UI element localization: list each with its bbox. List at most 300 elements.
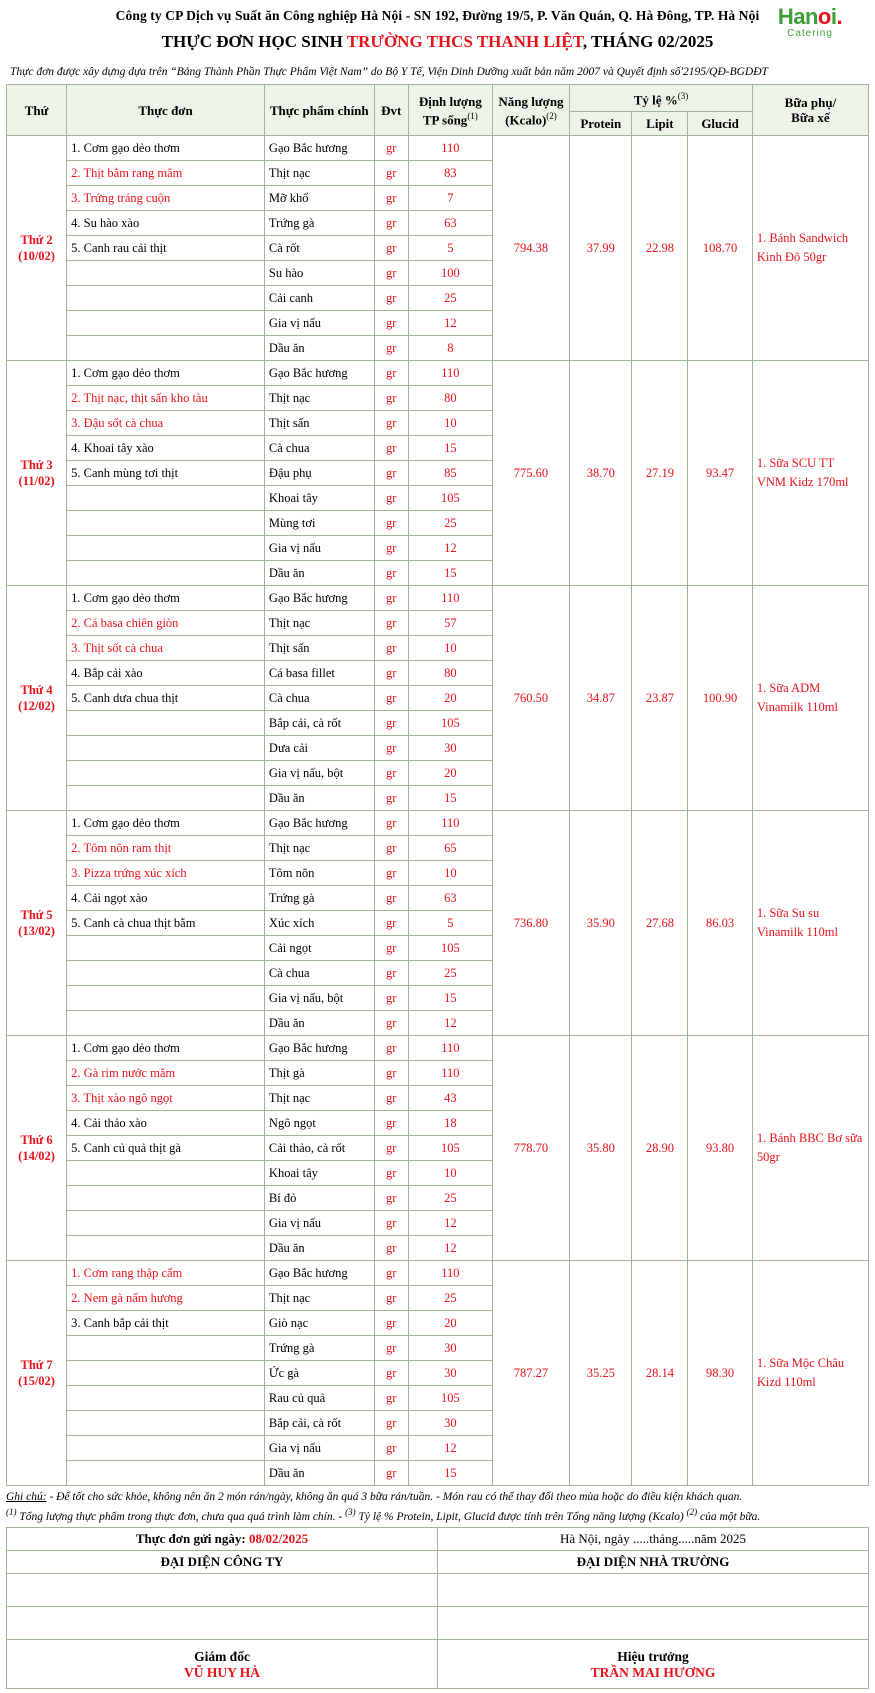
food-name: Gạo Bắc hương (264, 1036, 374, 1061)
extra-meal-cell: 1. Sữa Su su Vinamilk 110ml (752, 811, 868, 1036)
unit-cell: gr (374, 586, 408, 611)
day-date: (10/02) (18, 249, 55, 264)
amount-cell: 30 (408, 1411, 492, 1436)
footnote-line-2 (6, 1505, 869, 1525)
unit-cell: gr (374, 686, 408, 711)
extra-meal-cell: 1. Sữa Mộc Châu Kizd 110ml (752, 1261, 868, 1486)
food-name: Gia vị nấu (264, 536, 374, 561)
menu-table (6, 84, 869, 1486)
day-date: (12/02) (18, 699, 55, 714)
amount-cell: 10 (408, 636, 492, 661)
amount-cell: 105 (408, 1386, 492, 1411)
food-name: Ức gà (264, 1361, 374, 1386)
kcal-cell: 760.50 (492, 586, 569, 811)
footnote-sup-1: (1) (6, 1507, 17, 1518)
food-name: Dầu ăn (264, 1011, 374, 1036)
signature-blank-row-2 (7, 1607, 869, 1640)
unit-cell: gr (374, 1436, 408, 1461)
dish-name: 3. Thịt xào ngô ngọt (67, 1086, 265, 1111)
dish-name (67, 536, 265, 561)
th-extra (752, 85, 868, 136)
dish-name (67, 1386, 265, 1411)
unit-cell: gr (374, 461, 408, 486)
th-kcal-line1: Năng lượng (498, 93, 564, 109)
food-name: Thịt nạc (264, 1286, 374, 1311)
footnote-line-1 (6, 1490, 869, 1505)
table-header-row (7, 85, 869, 112)
amount-cell: 105 (408, 711, 492, 736)
day-cell (7, 1261, 67, 1486)
table-row (7, 361, 869, 386)
dish-name (67, 1336, 265, 1361)
unit-cell: gr (374, 361, 408, 386)
dish-name: 3. Trứng tráng cuộn (67, 186, 265, 211)
amount-cell: 105 (408, 936, 492, 961)
company-name: Công ty CP Dịch vụ Suất ăn Công nghiệp Hà Nội - SN 192, Đường 19/5, P. Văn Quán, Q. Hà Đông, TP. Hà Nội (115, 8, 760, 23)
footnote-sup-3: (3) (345, 1507, 356, 1518)
amount-cell: 12 (408, 1211, 492, 1236)
amount-cell: 110 (408, 811, 492, 836)
dish-name: 4. Cải ngọt xào (67, 886, 265, 911)
logo-brand-text: Hanoi. (777, 4, 843, 29)
amount-cell: 110 (408, 1036, 492, 1061)
th-protein: Protein (570, 112, 632, 136)
rep-school: ĐẠI DIỆN NHÀ TRƯỜNG (438, 1551, 869, 1574)
lipit-cell: 28.90 (632, 1036, 688, 1261)
unit-cell: gr (374, 811, 408, 836)
food-name: Gia vị nấu, bột (264, 986, 374, 1011)
amount-cell: 25 (408, 286, 492, 311)
amount-cell: 83 (408, 161, 492, 186)
amount-cell: 30 (408, 1361, 492, 1386)
extra-meal-cell: 1. Bánh Sandwich Kinh Đô 50gr (752, 136, 868, 361)
unit-cell: gr (374, 286, 408, 311)
table-row (7, 586, 869, 611)
food-name: Cà chua (264, 686, 374, 711)
amount-cell: 80 (408, 386, 492, 411)
food-name: Khoai tây (264, 486, 374, 511)
amount-cell: 25 (408, 1186, 492, 1211)
unit-cell: gr (374, 1411, 408, 1436)
amount-cell: 20 (408, 761, 492, 786)
dish-name: 5. Canh rau cải thịt (67, 236, 265, 261)
amount-cell: 15 (408, 1461, 492, 1486)
food-name: Bí đỏ (264, 1186, 374, 1211)
person-company: VŨ HUY HÀ (184, 1665, 260, 1681)
th-ratio (570, 85, 753, 112)
dish-name: 2. Thịt nạc, thịt sấn kho tàu (67, 386, 265, 411)
send-date-label: Thực đơn gửi ngày: (135, 1531, 246, 1547)
food-name: Bắp cải, cà rốt (264, 711, 374, 736)
food-name: Dầu ăn (264, 786, 374, 811)
dish-name: 4. Bắp cải xào (67, 661, 265, 686)
role-school-cell (438, 1640, 869, 1689)
amount-cell: 100 (408, 261, 492, 286)
protein-cell: 38.70 (570, 361, 632, 586)
signature-space-company-1 (7, 1574, 438, 1607)
food-name: Cà chua (264, 436, 374, 461)
amount-cell: 110 (408, 136, 492, 161)
th-dl-line2: TP sống (422, 111, 468, 127)
send-date-row (7, 1528, 869, 1551)
footnote-sup-2: (2) (686, 1507, 698, 1518)
unit-cell: gr (374, 786, 408, 811)
amount-cell: 25 (408, 511, 492, 536)
unit-cell: gr (374, 1286, 408, 1311)
dish-name (67, 1236, 265, 1261)
dish-name: 1. Cơm gạo dẻo thơm (67, 1036, 265, 1061)
amount-cell: 18 (408, 1111, 492, 1136)
footnote-text-1: - Để tốt cho sức khỏe, không nên ăn 2 món rán/ngày, không ăn quá 3 bữa rán/tuần. - Món rau có thể thay đổi theo mùa hoặc do điều kiện khách quan. (46, 1491, 743, 1504)
food-name: Thịt nạc (264, 1086, 374, 1111)
dish-name (67, 1361, 265, 1386)
food-name: Trứng gà (264, 1336, 374, 1361)
amount-cell: 63 (408, 211, 492, 236)
unit-cell: gr (374, 661, 408, 686)
th-kcal-sup: (2) (546, 110, 557, 121)
dish-name (67, 1186, 265, 1211)
unit-cell: gr (374, 986, 408, 1011)
amount-cell: 20 (408, 1311, 492, 1336)
dish-name (67, 961, 265, 986)
amount-cell: 105 (408, 486, 492, 511)
role-school: Hiệu trưởng (617, 1649, 689, 1665)
dish-name (67, 936, 265, 961)
amount-cell: 65 (408, 836, 492, 861)
day-date: (11/02) (18, 474, 55, 489)
food-name: Gia vị nấu (264, 1436, 374, 1461)
dish-name (67, 1211, 265, 1236)
food-name: Cải canh (264, 286, 374, 311)
person-school: TRẦN MAI HƯƠNG (590, 1665, 716, 1681)
unit-cell: gr (374, 411, 408, 436)
dish-name: 3. Thịt sốt cà chua (67, 636, 265, 661)
food-name: Dầu ăn (264, 561, 374, 586)
dish-name: 2. Tôm nõn ram thịt (67, 836, 265, 861)
day-label: Thứ 7 (20, 1358, 53, 1373)
th-extra-line1: Bữa phụ/ (784, 95, 837, 111)
protein-cell: 35.25 (570, 1261, 632, 1486)
footnote-text-2c: của một bữa. (697, 1511, 761, 1524)
unit-cell: gr (374, 1186, 408, 1211)
amount-cell: 15 (408, 986, 492, 1011)
food-name: Cà chua (264, 961, 374, 986)
send-date-cell (7, 1528, 438, 1551)
food-name: Gạo Bắc hương (264, 136, 374, 161)
amount-cell: 12 (408, 1011, 492, 1036)
unit-cell: gr (374, 186, 408, 211)
unit-cell: gr (374, 936, 408, 961)
amount-cell: 20 (408, 686, 492, 711)
food-name: Gạo Bắc hương (264, 811, 374, 836)
food-name: Khoai tây (264, 1161, 374, 1186)
amount-cell: 8 (408, 336, 492, 361)
dish-name: 3. Đậu sốt cà chua (67, 411, 265, 436)
dish-name: 5. Canh cà chua thịt bằm (67, 911, 265, 936)
dish-name (67, 261, 265, 286)
dish-name: 4. Khoai tây xào (67, 436, 265, 461)
food-name: Cải ngọt (264, 936, 374, 961)
representative-row (7, 1551, 869, 1574)
food-name: Su hào (264, 261, 374, 286)
food-name: Bắp cải, cà rốt (264, 1411, 374, 1436)
extra-meal-cell: 1. Sữa ADM Vinamilk 110ml (752, 586, 868, 811)
amount-cell: 5 (408, 236, 492, 261)
food-name: Mỡ khổ (264, 186, 374, 211)
unit-cell: gr (374, 1036, 408, 1061)
kcal-cell: 787.27 (492, 1261, 569, 1486)
unit-cell: gr (374, 1161, 408, 1186)
food-name: Cà rốt (264, 236, 374, 261)
day-cell (7, 586, 67, 811)
dish-name: 2. Cá basa chiên giòn (67, 611, 265, 636)
day-date: (14/02) (18, 1149, 55, 1164)
unit-cell: gr (374, 336, 408, 361)
amount-cell: 25 (408, 961, 492, 986)
unit-cell: gr (374, 861, 408, 886)
dish-name: 3. Pizza trứng xúc xích (67, 861, 265, 886)
unit-cell: gr (374, 711, 408, 736)
food-name: Gia vị nấu (264, 311, 374, 336)
unit-cell: gr (374, 161, 408, 186)
protein-cell: 37.99 (570, 136, 632, 361)
unit-cell: gr (374, 1211, 408, 1236)
company-logo (755, 6, 865, 52)
dish-name: 2. Thịt bằm rang mắm (67, 161, 265, 186)
unit-cell: gr (374, 911, 408, 936)
unit-cell: gr (374, 1236, 408, 1261)
th-food: Thực phẩm chính (264, 85, 374, 136)
dish-name: 1. Cơm rang thập cẩm (67, 1261, 265, 1286)
protein-cell: 35.80 (570, 1036, 632, 1261)
food-name: Xúc xích (264, 911, 374, 936)
dish-name (67, 1461, 265, 1486)
send-date-value: 08/02/2025 (248, 1531, 309, 1547)
glucid-cell: 108.70 (688, 136, 753, 361)
day-cell (7, 1036, 67, 1261)
food-name: Thịt sấn (264, 411, 374, 436)
unit-cell: gr (374, 1461, 408, 1486)
amount-cell: 10 (408, 1161, 492, 1186)
day-label: Thứ 2 (20, 233, 53, 248)
th-ratio-sup: (3) (677, 91, 689, 101)
food-name: Thịt nạc (264, 161, 374, 186)
food-name: Trứng gà (264, 211, 374, 236)
dish-name (67, 1161, 265, 1186)
amount-cell: 110 (408, 586, 492, 611)
amount-cell: 12 (408, 1436, 492, 1461)
amount-cell: 15 (408, 786, 492, 811)
title-suffix: , THÁNG 02/2025 (582, 32, 714, 51)
unit-cell: gr (374, 611, 408, 636)
amount-cell: 12 (408, 1236, 492, 1261)
th-thu: Thứ (7, 85, 67, 136)
th-dl-sup: (1) (467, 110, 478, 121)
unit-cell: gr (374, 436, 408, 461)
unit-cell: gr (374, 1311, 408, 1336)
table-row (7, 811, 869, 836)
amount-cell: 15 (408, 436, 492, 461)
day-cell (7, 361, 67, 586)
dish-name: 5. Canh mùng tơi thịt (67, 461, 265, 486)
signature-blank-row-1 (7, 1574, 869, 1607)
dish-name (67, 311, 265, 336)
dish-name (67, 286, 265, 311)
table-row (7, 136, 869, 161)
day-label: Thứ 3 (20, 458, 53, 473)
unit-cell: gr (374, 1261, 408, 1286)
th-extra-line2: Bữa xế (791, 110, 830, 126)
unit-cell: gr (374, 136, 408, 161)
day-label: Thứ 5 (20, 908, 53, 923)
dish-name: 1. Cơm gạo dẻo thơm (67, 586, 265, 611)
dish-name: 2. Gà rim nước mắm (67, 1061, 265, 1086)
unit-cell: gr (374, 236, 408, 261)
food-name: Dưa cải (264, 736, 374, 761)
amount-cell: 63 (408, 886, 492, 911)
dish-name: 5. Canh củ quả thịt gà (67, 1136, 265, 1161)
food-name: Dầu ăn (264, 336, 374, 361)
unit-cell: gr (374, 311, 408, 336)
th-ratio-label: Tỷ lệ % (633, 92, 678, 108)
food-name: Trứng gà (264, 886, 374, 911)
unit-cell: gr (374, 886, 408, 911)
food-name: Gia vị nấu, bột (264, 761, 374, 786)
dish-name (67, 336, 265, 361)
glucid-cell: 93.80 (688, 1036, 753, 1261)
unit-cell: gr (374, 511, 408, 536)
lipit-cell: 22.98 (632, 136, 688, 361)
food-name: Giò nạc (264, 1311, 374, 1336)
unit-cell: gr (374, 1386, 408, 1411)
title-school: TRƯỜNG THCS THANH LIỆT (346, 32, 583, 51)
unit-cell: gr (374, 736, 408, 761)
th-glucid: Glucid (688, 112, 753, 136)
glucid-cell: 100.90 (688, 586, 753, 811)
food-name: Gạo Bắc hương (264, 361, 374, 386)
table-row (7, 1036, 869, 1061)
unit-cell: gr (374, 961, 408, 986)
dish-name (67, 511, 265, 536)
unit-cell: gr (374, 636, 408, 661)
unit-cell: gr (374, 486, 408, 511)
unit-cell: gr (374, 1361, 408, 1386)
signature-space-school-2 (438, 1607, 869, 1640)
signature-space-company-2 (7, 1607, 438, 1640)
role-row (7, 1640, 869, 1689)
unit-cell: gr (374, 1136, 408, 1161)
table-row (7, 1261, 869, 1286)
unit-cell: gr (374, 386, 408, 411)
dish-name (67, 736, 265, 761)
th-dl-line1: Định lượng (418, 93, 482, 109)
dish-name: 4. Cải thảo xào (67, 1111, 265, 1136)
unit-cell: gr (374, 761, 408, 786)
food-name: Dầu ăn (264, 1236, 374, 1261)
food-name: Cá basa fillet (264, 661, 374, 686)
food-name: Thịt sấn (264, 636, 374, 661)
title-prefix: THỰC ĐƠN HỌC SINH (161, 32, 347, 51)
protein-cell: 35.90 (570, 811, 632, 1036)
food-name: Thịt gà (264, 1061, 374, 1086)
glucid-cell: 93.47 (688, 361, 753, 586)
glucid-cell: 98.30 (688, 1261, 753, 1486)
footnotes (6, 1488, 869, 1525)
unit-cell: gr (374, 1111, 408, 1136)
th-nang-luong (492, 85, 569, 136)
amount-cell: 10 (408, 411, 492, 436)
kcal-cell: 778.70 (492, 1036, 569, 1261)
dish-name: 4. Su hào xào (67, 211, 265, 236)
kcal-cell: 775.60 (492, 361, 569, 586)
dish-name: 3. Canh bắp cải thịt (67, 1311, 265, 1336)
signature-space-school-1 (438, 1574, 869, 1607)
logo-sub-text: Catering (787, 28, 833, 39)
th-menu: Thực đơn (67, 85, 265, 136)
dish-name: 1. Cơm gạo dẻo thơm (67, 361, 265, 386)
unit-cell: gr (374, 561, 408, 586)
th-dvt: Đvt (374, 85, 408, 136)
footnote-label: Ghi chú: (6, 1491, 47, 1504)
unit-cell: gr (374, 1061, 408, 1086)
unit-cell: gr (374, 536, 408, 561)
food-name: Mùng tơi (264, 511, 374, 536)
food-name: Ngô ngọt (264, 1111, 374, 1136)
unit-cell: gr (374, 1336, 408, 1361)
unit-cell: gr (374, 836, 408, 861)
th-dinh-luong (408, 85, 492, 136)
signature-table (6, 1527, 869, 1689)
lipit-cell: 28.14 (632, 1261, 688, 1486)
unit-cell: gr (374, 261, 408, 286)
amount-cell: 57 (408, 611, 492, 636)
amount-cell: 105 (408, 1136, 492, 1161)
kcal-cell: 794.38 (492, 136, 569, 361)
dish-name (67, 986, 265, 1011)
role-company-cell (7, 1640, 438, 1689)
day-cell (7, 811, 67, 1036)
food-name: Tôm nõn (264, 861, 374, 886)
day-cell (7, 136, 67, 361)
footnote-text-2b: Tỷ lệ % Protein, Lipit, Glucid được tính trên Tổng năng lượng (Kcalo) (355, 1511, 687, 1524)
amount-cell: 12 (408, 311, 492, 336)
lipit-cell: 23.87 (632, 586, 688, 811)
hanoi-date-cell: Hà Nội, ngày .....tháng.....năm 2025 (438, 1528, 869, 1551)
amount-cell: 110 (408, 1261, 492, 1286)
footnote-text-2a: Tổng lượng thực phẩm trong thực đơn, chưa qua quá trình làm chín. - (16, 1511, 346, 1524)
unit-cell: gr (374, 1086, 408, 1111)
extra-meal-cell: 1. Sữa SCU TT VNM Kidz 170ml (752, 361, 868, 586)
lipit-cell: 27.68 (632, 811, 688, 1036)
glucid-cell: 86.03 (688, 811, 753, 1036)
dish-name (67, 1436, 265, 1461)
unit-cell: gr (374, 211, 408, 236)
day-date: (13/02) (18, 924, 55, 939)
th-lipit: Lipit (632, 112, 688, 136)
food-name: Rau củ quả (264, 1386, 374, 1411)
amount-cell: 15 (408, 561, 492, 586)
food-name: Đậu phụ (264, 461, 374, 486)
dish-name (67, 711, 265, 736)
dish-name (67, 486, 265, 511)
dish-name (67, 786, 265, 811)
dish-name (67, 1011, 265, 1036)
amount-cell: 85 (408, 461, 492, 486)
amount-cell: 10 (408, 861, 492, 886)
amount-cell: 12 (408, 536, 492, 561)
food-name: Gạo Bắc hương (264, 1261, 374, 1286)
standard-note: Thực đơn được xây dựng dựa trên “Bảng Thành Phần Thực Phẩm Việt Nam” do Bộ Y Tế, Viện Dinh Dưỡng xuất bản năm 2007 và Quyết định số'2195/QĐ-BGDĐT (10, 66, 768, 78)
